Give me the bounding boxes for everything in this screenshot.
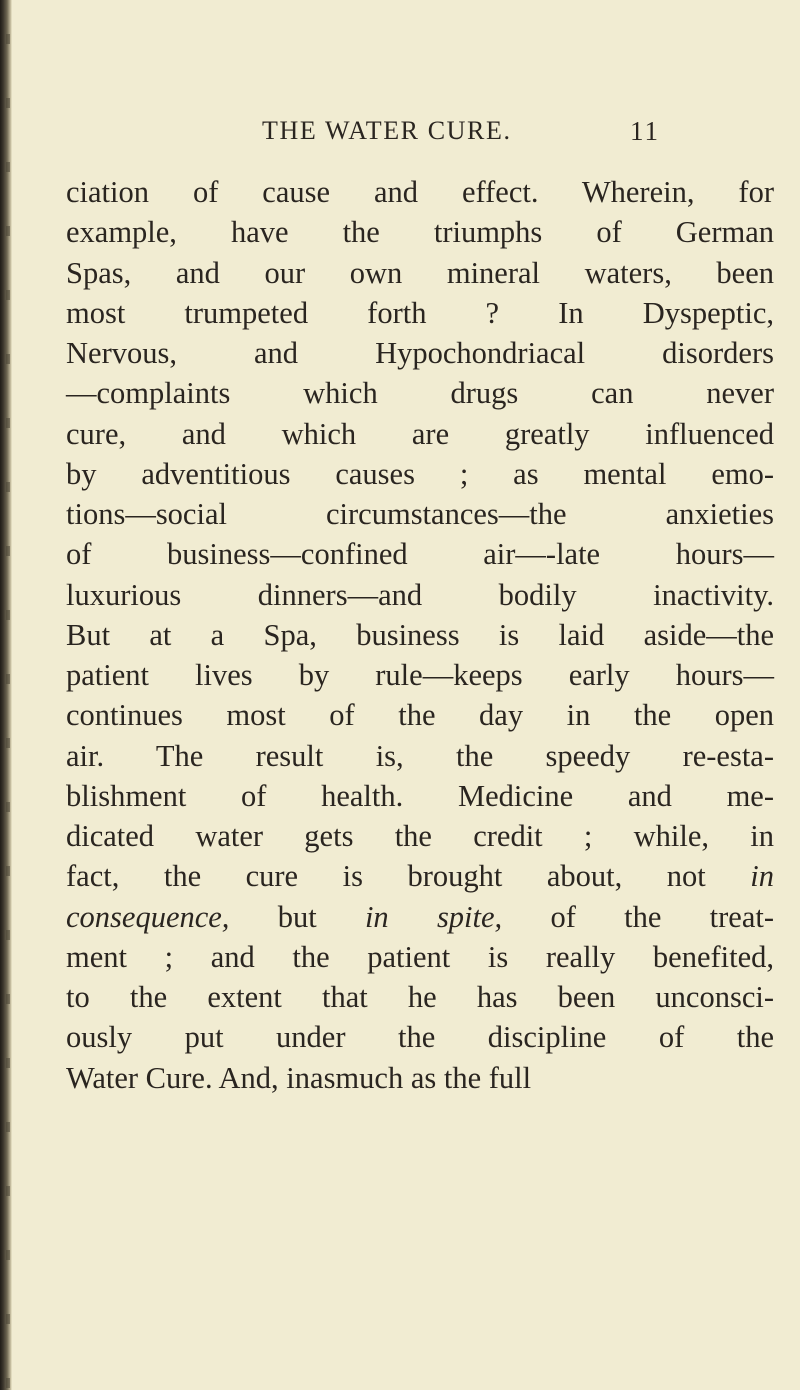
italic-text: in bbox=[750, 859, 774, 894]
text-line: luxurious dinners—and bodily inactivity. bbox=[66, 577, 774, 612]
text-line: fact, the cure is brought about, not in bbox=[66, 859, 774, 894]
text-line: ment ; and the patient is really benefited, bbox=[66, 939, 774, 974]
text-line: Nervous, and Hypochondriacal disorders bbox=[66, 336, 774, 370]
text-line: Spas, and our own mineral waters, been bbox=[66, 255, 774, 290]
text-line: by adventitious causes ; as mental emo- bbox=[66, 456, 774, 491]
text-line: But at a Spa, business is laid aside—the bbox=[66, 617, 774, 652]
text-line: continues most of the day in the open bbox=[66, 698, 774, 733]
text-line: ously put under the discipline of the bbox=[66, 1020, 774, 1055]
text-line: patient lives by rule—keeps early hours— bbox=[66, 658, 774, 692]
text-line: —complaints which drugs can never bbox=[66, 376, 774, 411]
italic-text: in spite, bbox=[364, 899, 503, 934]
text-line: dicated water gets the credit ; while, in bbox=[66, 819, 774, 853]
text-line: air. The result is, the speedy re-esta- bbox=[66, 738, 774, 773]
text-line: of business—confined air—-late hours— bbox=[66, 537, 774, 572]
binding-thread-marks bbox=[6, 0, 10, 1390]
running-head bbox=[0, 116, 800, 146]
text-line: ciation of cause and effect. Wherein, for bbox=[66, 175, 774, 209]
body-text bbox=[66, 172, 786, 1098]
running-head-title: THE WATER CURE. bbox=[262, 116, 512, 145]
text-line: tions—social circumstances—the anxieties bbox=[66, 497, 774, 531]
text-line: Water Cure. And, inasmuch as the full bbox=[66, 1060, 532, 1095]
page-number: 11 bbox=[630, 116, 660, 146]
text-line: cure, and which are greatly influenced bbox=[66, 416, 774, 451]
text-line: consequence, but in spite, of the treat- bbox=[66, 899, 774, 934]
text-line: most trumpeted forth ? In Dyspeptic, bbox=[66, 295, 774, 330]
text-line: example, have the triumphs of German bbox=[66, 215, 774, 250]
italic-text: consequence, bbox=[66, 899, 230, 934]
text-line: to the extent that he has been unconsci- bbox=[66, 980, 774, 1014]
text-line: blishment of health. Medicine and me- bbox=[66, 778, 774, 813]
